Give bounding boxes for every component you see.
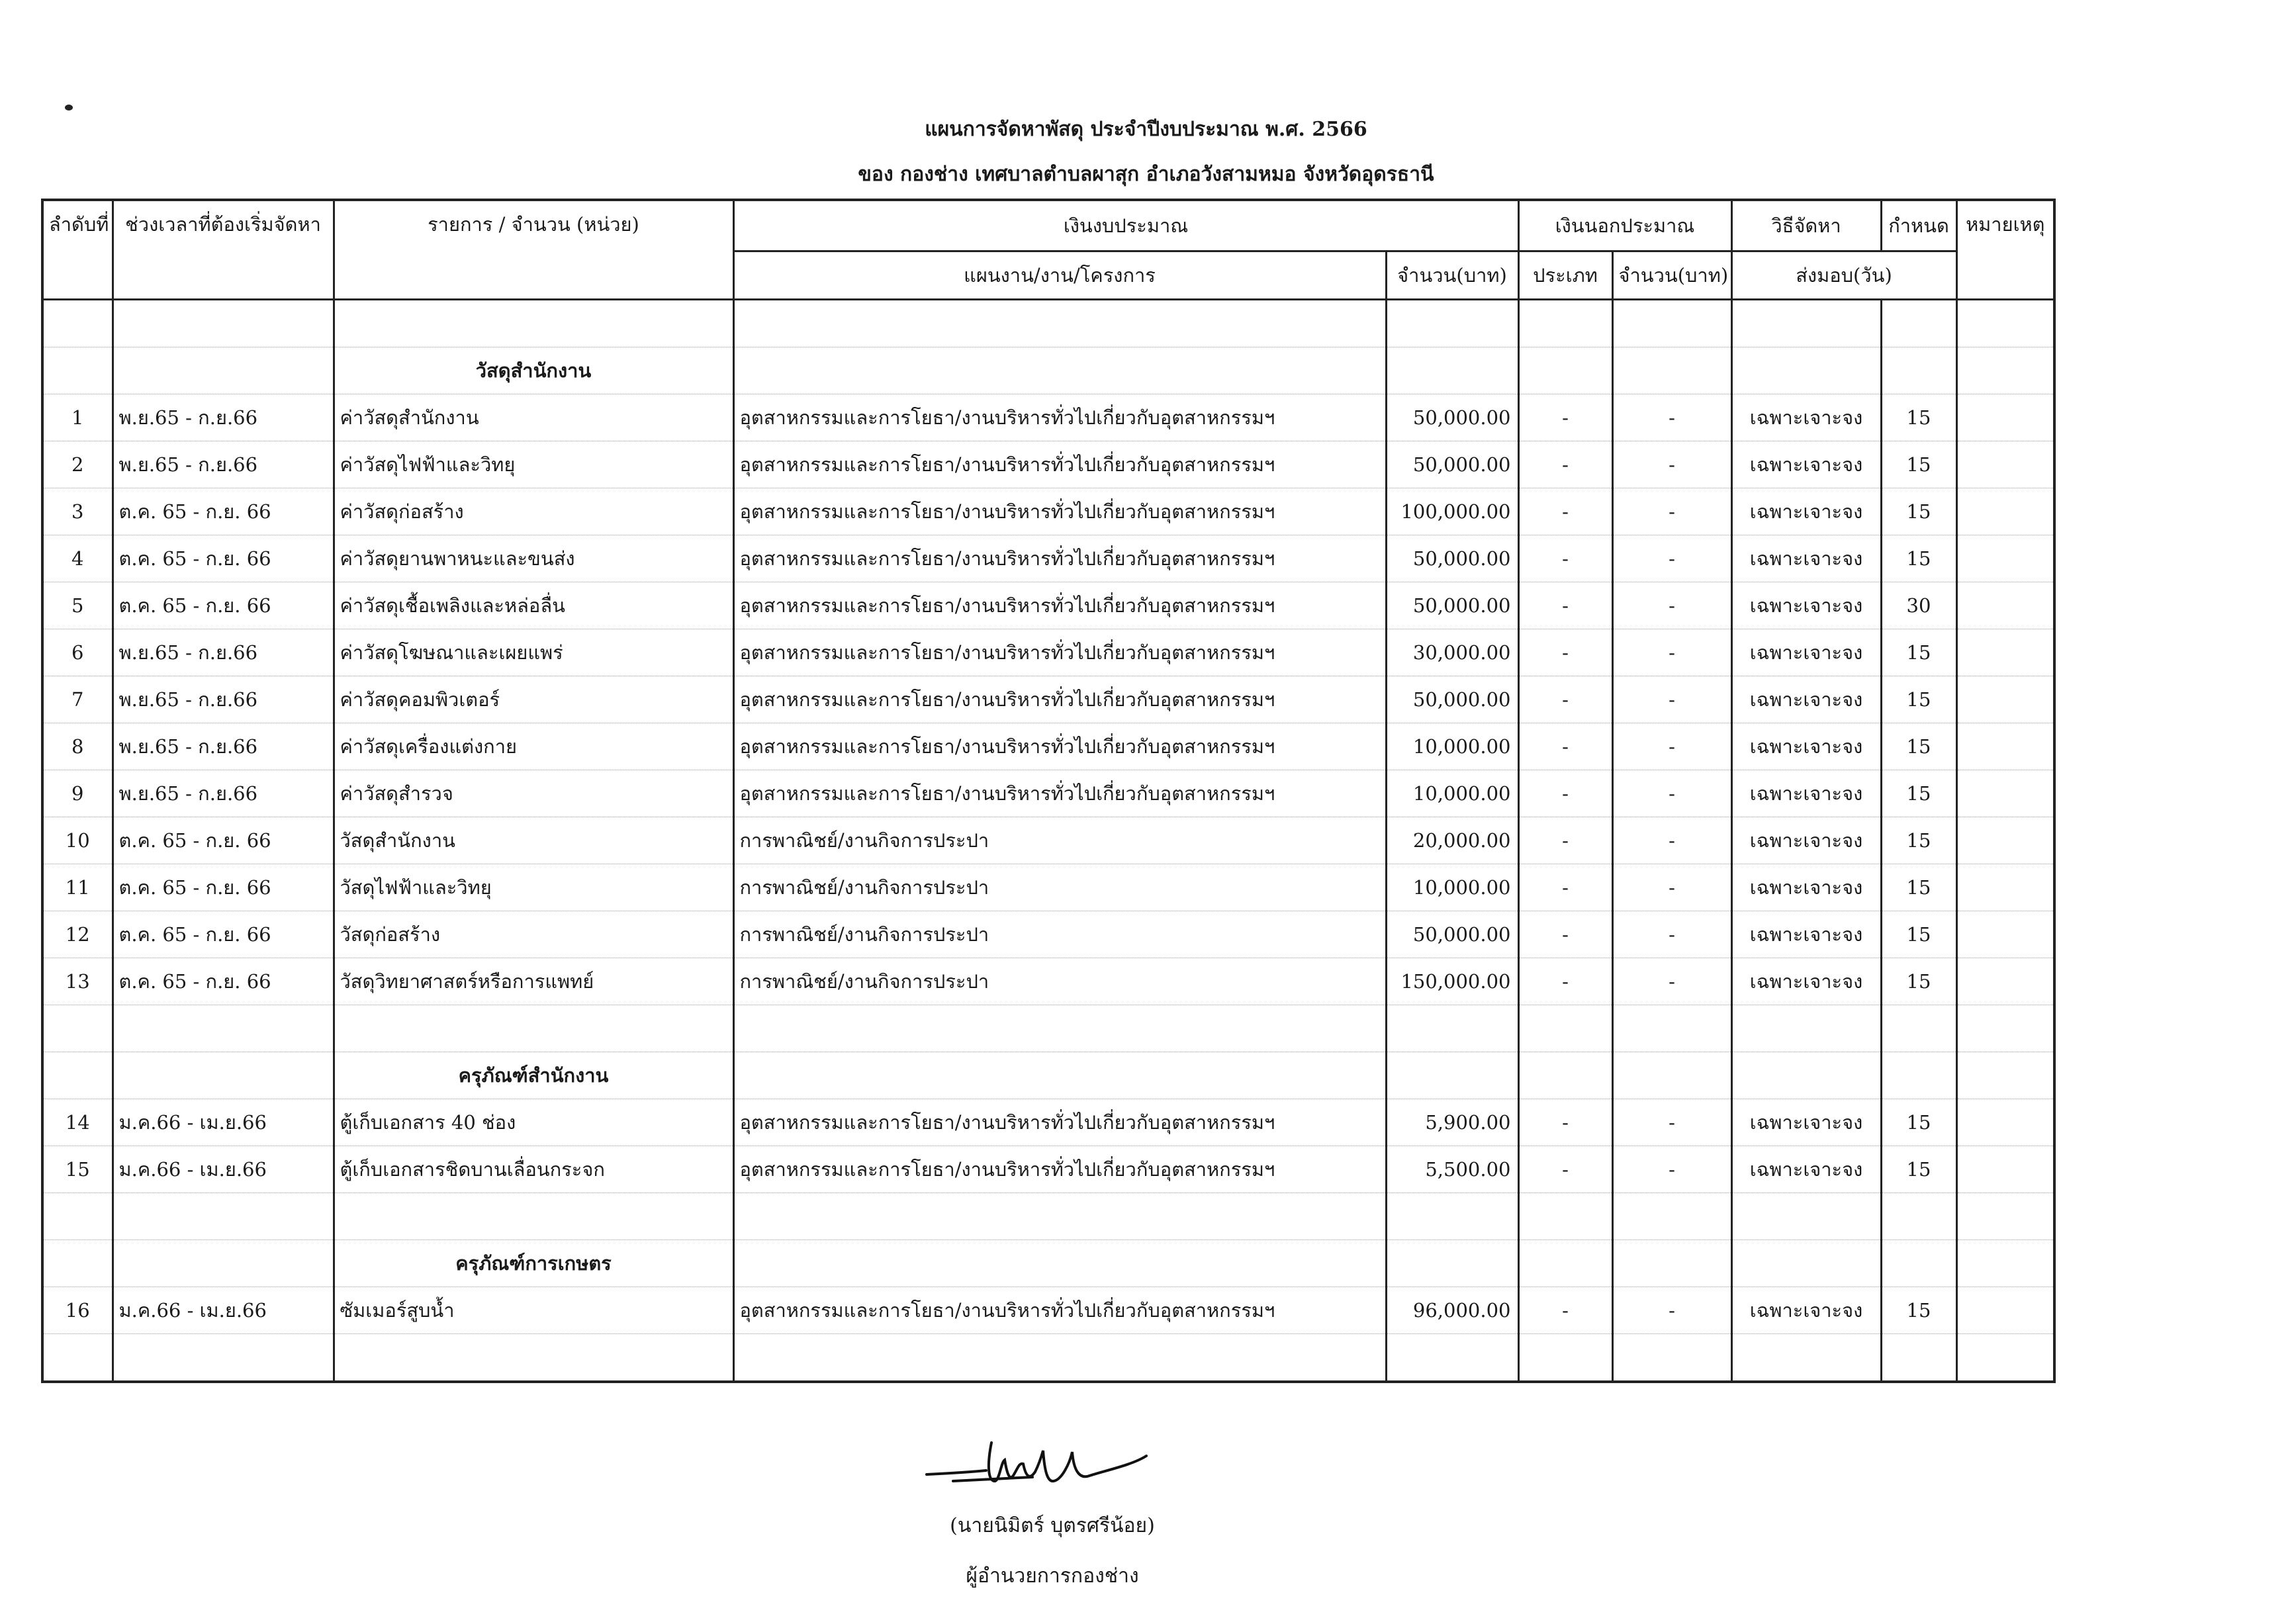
table-row (42, 582, 2054, 629)
cell-period: ต.ค. 65 - ก.ย. 66 (113, 958, 334, 1005)
cell-off-amount: - (1612, 394, 1731, 441)
cell-plan: อุตสาหกรรมและการโยธา/งานบริหารทั่วไปเกี่ยวกับอุตสาหกรรมฯ (733, 723, 1386, 770)
cell-item: วัสดุสำนักงาน (334, 817, 733, 864)
cell-no (42, 347, 113, 394)
cell-empty (1731, 1005, 1881, 1052)
cell-no: 6 (42, 629, 113, 676)
table-row (42, 629, 2054, 676)
cell-type: - (1518, 723, 1612, 770)
section-row (42, 1052, 2054, 1099)
cell-method: เฉพาะเจาะจง (1731, 582, 1881, 629)
table-row (42, 535, 2054, 582)
cell-plan: การพาณิชย์/งานกิจการประปา (733, 817, 1386, 864)
document-subtitle: ของ กองช่าง เทศบาลตำบลผาสุก อำเภอวังสามหมอ จังหวัดอุดรธานี (858, 163, 1434, 186)
cell-off-amount: - (1612, 441, 1731, 488)
cell-type: - (1518, 1099, 1612, 1146)
cell-period: พ.ย.65 - ก.ย.66 (113, 770, 334, 817)
col-header-off-amount: จำนวน(บาท) (1612, 251, 1731, 300)
cell-method: เฉพาะเจาะจง (1731, 958, 1881, 1005)
cell-type: - (1518, 817, 1612, 864)
cell-remark (1956, 535, 2054, 582)
cell-type: - (1518, 676, 1612, 723)
col-header-no: ลำดับที่ (42, 200, 113, 300)
cell-off-amount: - (1612, 676, 1731, 723)
cell-remark (1956, 394, 2054, 441)
cell-amount: 50,000.00 (1386, 582, 1518, 629)
cell-amount: 5,500.00 (1386, 1146, 1518, 1193)
cell-plan: อุตสาหกรรมและการโยธา/งานบริหารทั่วไปเกี่ยวกับอุตสาหกรรมฯ (733, 394, 1386, 441)
cell-method: เฉพาะเจาะจง (1731, 535, 1881, 582)
col-header-period: ช่วงเวลาที่ต้องเริ่มจัดหา (113, 200, 334, 300)
cell-method: เฉพาะเจาะจง (1731, 723, 1881, 770)
cell-off-amount: - (1612, 535, 1731, 582)
cell-item: ค่าวัสดุโฆษณาและเผยแพร่ (334, 629, 733, 676)
cell-type: - (1518, 441, 1612, 488)
col-header-budget: เงินงบประมาณ (733, 200, 1518, 251)
cell-empty (1731, 1240, 1881, 1287)
cell-item: ค่าวัสดุคอมพิวเตอร์ (334, 676, 733, 723)
table-row (42, 864, 2054, 911)
cell-empty (1881, 1193, 1956, 1240)
cell-type: - (1518, 582, 1612, 629)
cell-amount: 10,000.00 (1386, 723, 1518, 770)
cell-amount: 30,000.00 (1386, 629, 1518, 676)
cell-days: 15 (1881, 1146, 1956, 1193)
cell-amount: 96,000.00 (1386, 1287, 1518, 1334)
cell-empty (42, 1193, 113, 1240)
cell-amount: 10,000.00 (1386, 864, 1518, 911)
table-row (42, 723, 2054, 770)
cell-empty (1956, 1240, 2054, 1287)
document-title: แผนการจัดหาพัสดุ ประจำปีงบประมาณ พ.ศ. 2566 (925, 118, 1367, 141)
cell-method: เฉพาะเจาะจง (1731, 817, 1881, 864)
cell-plan: อุตสาหกรรมและการโยธา/งานบริหารทั่วไปเกี่ยวกับอุตสาหกรรมฯ (733, 535, 1386, 582)
cell-amount: 50,000.00 (1386, 676, 1518, 723)
cell-no: 13 (42, 958, 113, 1005)
cell-empty (113, 1193, 334, 1240)
signatory-name: (นายนิมิตร์ บุตรศรีน้อย) (950, 1514, 1155, 1537)
cell-days: 15 (1881, 864, 1956, 911)
cell-empty (1612, 1334, 1731, 1382)
cell-remark (1956, 488, 2054, 535)
cell-off-amount: - (1612, 1287, 1731, 1334)
cell-empty (1612, 1052, 1731, 1099)
cell-method: เฉพาะเจาะจง (1731, 1099, 1881, 1146)
cell-off-amount: - (1612, 629, 1731, 676)
cell-amount: 50,000.00 (1386, 441, 1518, 488)
cell-type: - (1518, 488, 1612, 535)
cell-off-amount: - (1612, 723, 1731, 770)
cell-no: 11 (42, 864, 113, 911)
cell-period: พ.ย.65 - ก.ย.66 (113, 629, 334, 676)
cell-empty (42, 300, 113, 347)
cell-empty (1386, 1052, 1518, 1099)
cell-empty (1956, 1334, 2054, 1382)
cell-type: - (1518, 535, 1612, 582)
section-heading: ครุภัณฑ์การเกษตร (334, 1240, 733, 1287)
cell-off-amount: - (1612, 488, 1731, 535)
cell-item: ตู้เก็บเอกสารชิดบานเลื่อนกระจก (334, 1146, 733, 1193)
cell-no: 5 (42, 582, 113, 629)
cell-days: 15 (1881, 723, 1956, 770)
cell-no: 16 (42, 1287, 113, 1334)
cell-amount: 10,000.00 (1386, 770, 1518, 817)
cell-item: วัสดุก่อสร้าง (334, 911, 733, 958)
table-row (42, 676, 2054, 723)
cell-empty (1386, 300, 1518, 347)
cell-no: 8 (42, 723, 113, 770)
table-row (42, 1287, 2054, 1334)
cell-remark (1956, 629, 2054, 676)
table-row (42, 817, 2054, 864)
cell-empty (1386, 1005, 1518, 1052)
cell-method: เฉพาะเจาะจง (1731, 1146, 1881, 1193)
cell-remark (1956, 770, 2054, 817)
cell-method: เฉพาะเจาะจง (1731, 629, 1881, 676)
cell-empty (733, 1193, 1386, 1240)
cell-off-amount: - (1612, 770, 1731, 817)
cell-no: 2 (42, 441, 113, 488)
cell-empty (1612, 347, 1731, 394)
cell-remark (1956, 582, 2054, 629)
cell-method: เฉพาะเจาะจง (1731, 911, 1881, 958)
cell-empty (1386, 1334, 1518, 1382)
cell-amount: 150,000.00 (1386, 958, 1518, 1005)
cell-period (113, 347, 334, 394)
procurement-table-wrapper (41, 199, 2053, 1383)
cell-item: ค่าวัสดุก่อสร้าง (334, 488, 733, 535)
cell-amount: 50,000.00 (1386, 535, 1518, 582)
table-body (42, 300, 2054, 1382)
cell-days: 15 (1881, 676, 1956, 723)
cell-no: 4 (42, 535, 113, 582)
cell-off-amount: - (1612, 817, 1731, 864)
cell-type: - (1518, 394, 1612, 441)
cell-empty (1956, 300, 2054, 347)
table-row (42, 770, 2054, 817)
cell-method: เฉพาะเจาะจง (1731, 864, 1881, 911)
cell-period: ม.ค.66 - เม.ย.66 (113, 1099, 334, 1146)
section-heading: ครุภัณฑ์สำนักงาน (334, 1052, 733, 1099)
cell-plan: อุตสาหกรรมและการโยธา/งานบริหารทั่วไปเกี่ยวกับอุตสาหกรรมฯ (733, 582, 1386, 629)
cell-empty (1731, 1052, 1881, 1099)
cell-days: 15 (1881, 1099, 1956, 1146)
cell-type: - (1518, 1287, 1612, 1334)
cell-empty (1881, 1052, 1956, 1099)
cell-period: พ.ย.65 - ก.ย.66 (113, 723, 334, 770)
cell-remark (1956, 1287, 2054, 1334)
cell-empty (1612, 1193, 1731, 1240)
cell-empty (1731, 300, 1881, 347)
table-row (42, 1146, 2054, 1193)
cell-empty (733, 300, 1386, 347)
cell-plan: อุตสาหกรรมและการโยธา/งานบริหารทั่วไปเกี่ยวกับอุตสาหกรรมฯ (733, 1146, 1386, 1193)
col-header-item: รายการ / จำนวน (หน่วย) (334, 200, 733, 300)
cell-empty (733, 347, 1386, 394)
cell-empty (1386, 347, 1518, 394)
cell-no: 14 (42, 1099, 113, 1146)
cell-empty (334, 1334, 733, 1382)
cell-empty (1881, 347, 1956, 394)
cell-empty (1518, 1193, 1612, 1240)
col-header-plan: แผนงาน/งาน/โครงการ (733, 251, 1386, 300)
cell-remark (1956, 958, 2054, 1005)
cell-no (42, 1052, 113, 1099)
cell-empty (1518, 300, 1612, 347)
cell-amount: 100,000.00 (1386, 488, 1518, 535)
cell-plan: อุตสาหกรรมและการโยธา/งานบริหารทั่วไปเกี่ยวกับอุตสาหกรรมฯ (733, 676, 1386, 723)
cell-period: พ.ย.65 - ก.ย.66 (113, 441, 334, 488)
cell-empty (1518, 1240, 1612, 1287)
cell-type: - (1518, 911, 1612, 958)
cell-remark (1956, 723, 2054, 770)
section-row (42, 1240, 2054, 1287)
cell-empty (1956, 347, 2054, 394)
cell-empty (733, 1052, 1386, 1099)
cell-period: ม.ค.66 - เม.ย.66 (113, 1287, 334, 1334)
cell-remark (1956, 864, 2054, 911)
cell-remark (1956, 676, 2054, 723)
cell-no: 1 (42, 394, 113, 441)
table-row (42, 1099, 2054, 1146)
cell-off-amount: - (1612, 864, 1731, 911)
cell-empty (1518, 1334, 1612, 1382)
cell-empty (1881, 1240, 1956, 1287)
cell-period: พ.ย.65 - ก.ย.66 (113, 394, 334, 441)
blank-row (42, 1193, 2054, 1240)
cell-empty (334, 300, 733, 347)
cell-days: 30 (1881, 582, 1956, 629)
table-row (42, 488, 2054, 535)
cell-item: ค่าวัสดุยานพาหนะและขนส่ง (334, 535, 733, 582)
cell-empty (113, 1334, 334, 1382)
cell-remark (1956, 911, 2054, 958)
cell-remark (1956, 441, 2054, 488)
section-row (42, 347, 2054, 394)
cell-days: 15 (1881, 488, 1956, 535)
procurement-table (41, 199, 2056, 1383)
cell-empty (1612, 1240, 1731, 1287)
cell-item: ค่าวัสดุสำนักงาน (334, 394, 733, 441)
col-header-amount: จำนวน(บาท) (1386, 251, 1518, 300)
cell-plan: อุตสาหกรรมและการโยธา/งานบริหารทั่วไปเกี่ยวกับอุตสาหกรรมฯ (733, 770, 1386, 817)
cell-plan: การพาณิชย์/งานกิจการประปา (733, 911, 1386, 958)
cell-item: ซัมเมอร์สูบน้ำ (334, 1287, 733, 1334)
cell-period: ต.ค. 65 - ก.ย. 66 (113, 864, 334, 911)
cell-period: ม.ค.66 - เม.ย.66 (113, 1146, 334, 1193)
cell-no: 10 (42, 817, 113, 864)
cell-days: 15 (1881, 911, 1956, 958)
cell-days: 15 (1881, 441, 1956, 488)
cell-type: - (1518, 864, 1612, 911)
cell-off-amount: - (1612, 1099, 1731, 1146)
cell-remark (1956, 1099, 2054, 1146)
handwritten-signature (913, 1416, 1152, 1496)
cell-no: 15 (42, 1146, 113, 1193)
cell-empty (1731, 1334, 1881, 1382)
cell-method: เฉพาะเจาะจง (1731, 441, 1881, 488)
cell-period: ต.ค. 65 - ก.ย. 66 (113, 488, 334, 535)
cell-method: เฉพาะเจาะจง (1731, 676, 1881, 723)
cell-remark (1956, 817, 2054, 864)
cell-empty (334, 1193, 733, 1240)
cell-period: ต.ค. 65 - ก.ย. 66 (113, 582, 334, 629)
cell-method: เฉพาะเจาะจง (1731, 488, 1881, 535)
cell-empty (1956, 1193, 2054, 1240)
cell-empty (42, 1334, 113, 1382)
cell-days: 15 (1881, 958, 1956, 1005)
cell-days: 15 (1881, 629, 1956, 676)
cell-empty (733, 1240, 1386, 1287)
cell-plan: อุตสาหกรรมและการโยธา/งานบริหารทั่วไปเกี่ยวกับอุตสาหกรรมฯ (733, 629, 1386, 676)
col-header-deadline-days: ส่งมอบ(วัน) (1731, 251, 1956, 300)
cell-period (113, 1240, 334, 1287)
section-heading: วัสดุสำนักงาน (334, 347, 733, 394)
cell-period: ต.ค. 65 - ก.ย. 66 (113, 817, 334, 864)
cell-days: 15 (1881, 535, 1956, 582)
table-row (42, 394, 2054, 441)
col-header-remark: หมายเหตุ (1956, 200, 2054, 300)
scan-speck (65, 105, 73, 111)
cell-days: 15 (1881, 770, 1956, 817)
cell-item: ค่าวัสดุเครื่องแต่งกาย (334, 723, 733, 770)
cell-item: วัสดุวิทยาศาสตร์หรือการแพทย์ (334, 958, 733, 1005)
cell-type: - (1518, 958, 1612, 1005)
blank-row (42, 300, 2054, 347)
cell-no: 7 (42, 676, 113, 723)
cell-empty (113, 300, 334, 347)
cell-days: 15 (1881, 394, 1956, 441)
cell-empty (1518, 1005, 1612, 1052)
cell-type: - (1518, 629, 1612, 676)
cell-empty (113, 1005, 334, 1052)
cell-method: เฉพาะเจาะจง (1731, 394, 1881, 441)
cell-empty (334, 1005, 733, 1052)
cell-off-amount: - (1612, 958, 1731, 1005)
cell-no: 12 (42, 911, 113, 958)
cell-type: - (1518, 1146, 1612, 1193)
cell-no: 3 (42, 488, 113, 535)
cell-empty (1612, 1005, 1731, 1052)
cell-plan: การพาณิชย์/งานกิจการประปา (733, 864, 1386, 911)
cell-plan: อุตสาหกรรมและการโยธา/งานบริหารทั่วไปเกี่ยวกับอุตสาหกรรมฯ (733, 1099, 1386, 1146)
cell-amount: 20,000.00 (1386, 817, 1518, 864)
cell-empty (1881, 300, 1956, 347)
cell-off-amount: - (1612, 1146, 1731, 1193)
cell-plan: อุตสาหกรรมและการโยธา/งานบริหารทั่วไปเกี่ยวกับอุตสาหกรรมฯ (733, 441, 1386, 488)
cell-item: ตู้เก็บเอกสาร 40 ช่อง (334, 1099, 733, 1146)
cell-plan: การพาณิชย์/งานกิจการประปา (733, 958, 1386, 1005)
cell-method: เฉพาะเจาะจง (1731, 770, 1881, 817)
cell-empty (1612, 300, 1731, 347)
cell-item: ค่าวัสดุเชื้อเพลิงและหล่อลื่น (334, 582, 733, 629)
table-row (42, 958, 2054, 1005)
cell-empty (1881, 1005, 1956, 1052)
blank-row (42, 1005, 2054, 1052)
cell-period: ต.ค. 65 - ก.ย. 66 (113, 535, 334, 582)
cell-amount: 50,000.00 (1386, 911, 1518, 958)
cell-period (113, 1052, 334, 1099)
signatory-position: ผู้อำนวยการกองช่าง (966, 1564, 1139, 1588)
cell-amount: 5,900.00 (1386, 1099, 1518, 1146)
col-header-deadline: กำหนด (1881, 200, 1956, 251)
cell-period: พ.ย.65 - ก.ย.66 (113, 676, 334, 723)
table-row (42, 441, 2054, 488)
cell-days: 15 (1881, 817, 1956, 864)
cell-empty (733, 1334, 1386, 1382)
cell-empty (733, 1005, 1386, 1052)
cell-item: ค่าวัสดุสำรวจ (334, 770, 733, 817)
cell-empty (42, 1005, 113, 1052)
table-row (42, 911, 2054, 958)
cell-empty (1881, 1334, 1956, 1382)
col-header-type: ประเภท (1518, 251, 1612, 300)
cell-period: ต.ค. 65 - ก.ย. 66 (113, 911, 334, 958)
cell-item: ค่าวัสดุไฟฟ้าและวิทยุ (334, 441, 733, 488)
cell-no: 9 (42, 770, 113, 817)
cell-no (42, 1240, 113, 1287)
cell-empty (1518, 347, 1612, 394)
cell-plan: อุตสาหกรรมและการโยธา/งานบริหารทั่วไปเกี่ยวกับอุตสาหกรรมฯ (733, 488, 1386, 535)
cell-empty (1386, 1240, 1518, 1287)
cell-empty (1386, 1193, 1518, 1240)
blank-row (42, 1334, 2054, 1382)
cell-empty (1731, 347, 1881, 394)
cell-plan: อุตสาหกรรมและการโยธา/งานบริหารทั่วไปเกี่ยวกับอุตสาหกรรมฯ (733, 1287, 1386, 1334)
col-header-off-budget: เงินนอกประมาณ (1518, 200, 1731, 251)
cell-type: - (1518, 770, 1612, 817)
cell-empty (1956, 1005, 2054, 1052)
cell-empty (1518, 1052, 1612, 1099)
cell-empty (1731, 1193, 1881, 1240)
cell-off-amount: - (1612, 582, 1731, 629)
cell-item: วัสดุไฟฟ้าและวิทยุ (334, 864, 733, 911)
cell-amount: 50,000.00 (1386, 394, 1518, 441)
cell-remark (1956, 1146, 2054, 1193)
cell-off-amount: - (1612, 911, 1731, 958)
cell-method: เฉพาะเจาะจง (1731, 1287, 1881, 1334)
col-header-method: วิธีจัดหา (1731, 200, 1881, 251)
cell-empty (1956, 1052, 2054, 1099)
cell-days: 15 (1881, 1287, 1956, 1334)
